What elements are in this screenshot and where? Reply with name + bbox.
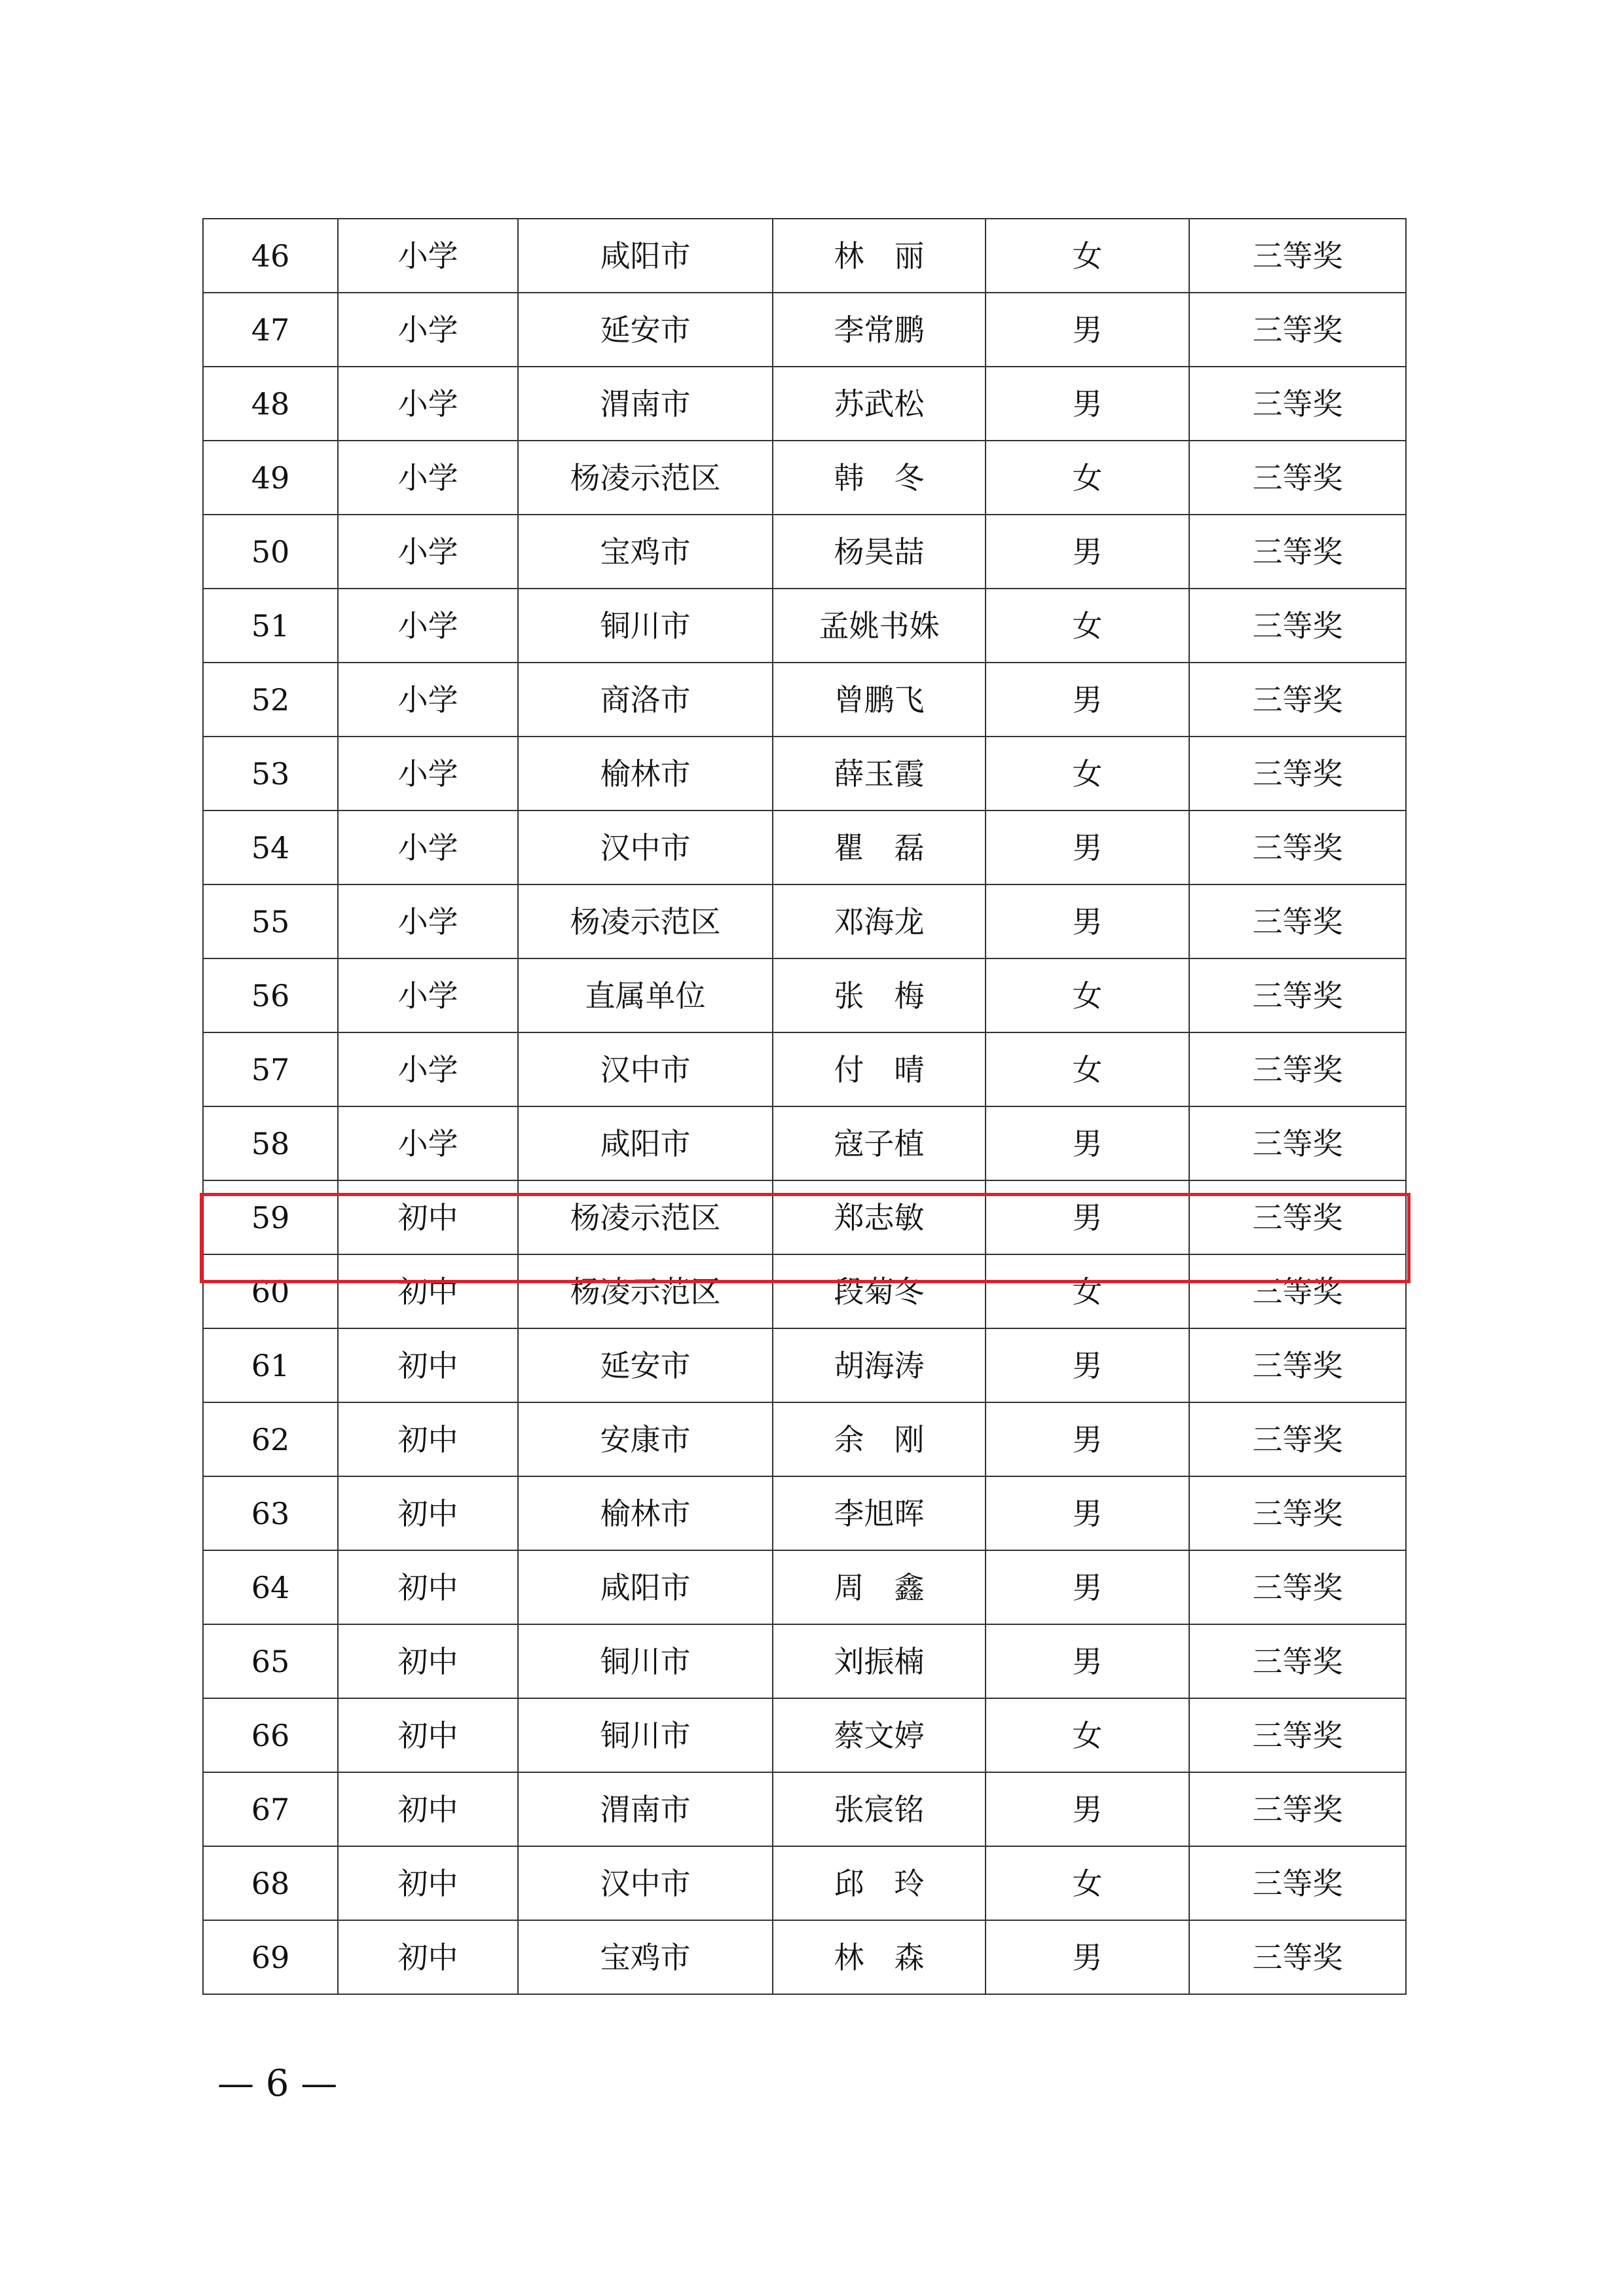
- cell-name: 付 晴: [773, 1032, 986, 1106]
- cell-number: 52: [203, 663, 338, 737]
- cell-level: 初中: [338, 1254, 518, 1328]
- cell-region: 汉中市: [518, 811, 773, 884]
- cell-level: 初中: [338, 1402, 518, 1476]
- cell-level: 初中: [338, 1180, 518, 1254]
- cell-gender: 男: [986, 293, 1189, 367]
- cell-region: 铜川市: [518, 589, 773, 663]
- cell-number: 63: [203, 1476, 338, 1550]
- cell-name: 苏武松: [773, 367, 986, 441]
- cell-award: 三等奖: [1189, 663, 1406, 737]
- cell-number: 54: [203, 811, 338, 884]
- cell-level: 小学: [338, 884, 518, 958]
- table-row: [203, 219, 1406, 293]
- cell-name: 蔡文婷: [773, 1698, 986, 1772]
- cell-award: 三等奖: [1189, 441, 1406, 515]
- cell-level: 小学: [338, 1032, 518, 1106]
- cell-number: 69: [203, 1920, 338, 1994]
- cell-award: 三等奖: [1189, 1032, 1406, 1106]
- cell-level: 初中: [338, 1476, 518, 1550]
- cell-region: 宝鸡市: [518, 515, 773, 589]
- cell-award: 三等奖: [1189, 1180, 1406, 1254]
- cell-level: 初中: [338, 1328, 518, 1402]
- cell-level: 初中: [338, 1550, 518, 1624]
- table-row: [203, 1550, 1406, 1624]
- cell-number: 61: [203, 1328, 338, 1402]
- cell-name: 刘振楠: [773, 1624, 986, 1698]
- cell-region: 汉中市: [518, 1846, 773, 1920]
- cell-number: 49: [203, 441, 338, 515]
- cell-award: 三等奖: [1189, 884, 1406, 958]
- table-row: [203, 1254, 1406, 1328]
- table-row: [203, 884, 1406, 958]
- cell-name: 韩 冬: [773, 441, 986, 515]
- cell-gender: 男: [986, 1402, 1189, 1476]
- table-row: [203, 1846, 1406, 1920]
- cell-gender: 男: [986, 1920, 1189, 1994]
- cell-award: 三等奖: [1189, 1624, 1406, 1698]
- cell-award: 三等奖: [1189, 811, 1406, 884]
- table-row: [203, 958, 1406, 1032]
- table-row-highlighted: [203, 1180, 1406, 1254]
- table-body: [203, 219, 1406, 1994]
- cell-region: 咸阳市: [518, 1106, 773, 1180]
- cell-gender: 男: [986, 1772, 1189, 1846]
- cell-region: 商洛市: [518, 663, 773, 737]
- cell-number: 47: [203, 293, 338, 367]
- table-row: [203, 1106, 1406, 1180]
- cell-name: 李旭晖: [773, 1476, 986, 1550]
- cell-award: 三等奖: [1189, 1254, 1406, 1328]
- cell-number: 68: [203, 1846, 338, 1920]
- cell-region: 咸阳市: [518, 1550, 773, 1624]
- cell-gender: 男: [986, 515, 1189, 589]
- cell-gender: 女: [986, 219, 1189, 293]
- table-row: [203, 589, 1406, 663]
- cell-region: 咸阳市: [518, 219, 773, 293]
- cell-gender: 男: [986, 1328, 1189, 1402]
- cell-name: 李常鹏: [773, 293, 986, 367]
- cell-gender: 女: [986, 737, 1189, 811]
- cell-name: 郑志敏: [773, 1180, 986, 1254]
- cell-level: 小学: [338, 441, 518, 515]
- cell-level: 小学: [338, 293, 518, 367]
- cell-gender: 男: [986, 663, 1189, 737]
- cell-name: 瞿 磊: [773, 811, 986, 884]
- cell-level: 小学: [338, 737, 518, 811]
- cell-award: 三等奖: [1189, 737, 1406, 811]
- table-row: [203, 663, 1406, 737]
- cell-name: 曾鹏飞: [773, 663, 986, 737]
- cell-gender: 女: [986, 1254, 1189, 1328]
- cell-number: 66: [203, 1698, 338, 1772]
- cell-name: 邱 玲: [773, 1846, 986, 1920]
- cell-gender: 男: [986, 1476, 1189, 1550]
- table-row: [203, 1772, 1406, 1846]
- table-row: [203, 1920, 1406, 1994]
- cell-number: 60: [203, 1254, 338, 1328]
- cell-gender: 女: [986, 1698, 1189, 1772]
- cell-region: 杨凌示范区: [518, 1254, 773, 1328]
- cell-name: 邓海龙: [773, 884, 986, 958]
- cell-gender: 男: [986, 367, 1189, 441]
- cell-region: 渭南市: [518, 1772, 773, 1846]
- table-row: [203, 1698, 1406, 1772]
- cell-name: 周 鑫: [773, 1550, 986, 1624]
- cell-award: 三等奖: [1189, 958, 1406, 1032]
- cell-award: 三等奖: [1189, 293, 1406, 367]
- cell-gender: 女: [986, 958, 1189, 1032]
- cell-region: 延安市: [518, 293, 773, 367]
- cell-region: 汉中市: [518, 1032, 773, 1106]
- cell-gender: 女: [986, 1846, 1189, 1920]
- cell-level: 初中: [338, 1698, 518, 1772]
- cell-gender: 女: [986, 441, 1189, 515]
- table-row: [203, 811, 1406, 884]
- cell-region: 铜川市: [518, 1698, 773, 1772]
- cell-name: 孟姚书姝: [773, 589, 986, 663]
- table-row: [203, 1402, 1406, 1476]
- cell-number: 64: [203, 1550, 338, 1624]
- cell-gender: 男: [986, 884, 1189, 958]
- cell-number: 55: [203, 884, 338, 958]
- cell-number: 48: [203, 367, 338, 441]
- cell-award: 三等奖: [1189, 1328, 1406, 1402]
- cell-number: 53: [203, 737, 338, 811]
- cell-award: 三等奖: [1189, 1550, 1406, 1624]
- cell-region: 榆林市: [518, 737, 773, 811]
- cell-level: 小学: [338, 219, 518, 293]
- cell-gender: 男: [986, 1624, 1189, 1698]
- cell-award: 三等奖: [1189, 1846, 1406, 1920]
- page-number: — 6 —: [217, 2062, 338, 2105]
- table-row: [203, 737, 1406, 811]
- cell-level: 初中: [338, 1846, 518, 1920]
- cell-region: 杨凌示范区: [518, 441, 773, 515]
- cell-gender: 男: [986, 1550, 1189, 1624]
- cell-region: 宝鸡市: [518, 1920, 773, 1994]
- table-row: [203, 1328, 1406, 1402]
- cell-award: 三等奖: [1189, 1106, 1406, 1180]
- cell-region: 杨凌示范区: [518, 884, 773, 958]
- cell-number: 62: [203, 1402, 338, 1476]
- cell-number: 59: [203, 1180, 338, 1254]
- cell-region: 安康市: [518, 1402, 773, 1476]
- award-table: [202, 218, 1407, 1995]
- cell-award: 三等奖: [1189, 1698, 1406, 1772]
- cell-region: 杨凌示范区: [518, 1180, 773, 1254]
- cell-level: 初中: [338, 1920, 518, 1994]
- cell-name: 胡海涛: [773, 1328, 986, 1402]
- cell-gender: 女: [986, 589, 1189, 663]
- cell-award: 三等奖: [1189, 367, 1406, 441]
- cell-number: 67: [203, 1772, 338, 1846]
- cell-gender: 男: [986, 811, 1189, 884]
- cell-gender: 男: [986, 1106, 1189, 1180]
- table-row: [203, 515, 1406, 589]
- cell-name: 杨昊喆: [773, 515, 986, 589]
- cell-level: 初中: [338, 1624, 518, 1698]
- cell-number: 50: [203, 515, 338, 589]
- cell-name: 张宸铭: [773, 1772, 986, 1846]
- cell-gender: 男: [986, 1180, 1189, 1254]
- cell-region: 延安市: [518, 1328, 773, 1402]
- cell-level: 小学: [338, 515, 518, 589]
- cell-level: 小学: [338, 663, 518, 737]
- table-row: [203, 293, 1406, 367]
- cell-level: 小学: [338, 367, 518, 441]
- cell-number: 57: [203, 1032, 338, 1106]
- table-row: [203, 1476, 1406, 1550]
- cell-region: 铜川市: [518, 1624, 773, 1698]
- cell-name: 林 丽: [773, 219, 986, 293]
- table-row: [203, 367, 1406, 441]
- cell-award: 三等奖: [1189, 589, 1406, 663]
- cell-number: 46: [203, 219, 338, 293]
- cell-region: 直属单位: [518, 958, 773, 1032]
- cell-number: 51: [203, 589, 338, 663]
- cell-name: 寇子植: [773, 1106, 986, 1180]
- cell-award: 三等奖: [1189, 1476, 1406, 1550]
- cell-number: 56: [203, 958, 338, 1032]
- cell-award: 三等奖: [1189, 219, 1406, 293]
- cell-region: 渭南市: [518, 367, 773, 441]
- cell-name: 段菊冬: [773, 1254, 986, 1328]
- cell-award: 三等奖: [1189, 1920, 1406, 1994]
- cell-name: 薛玉霞: [773, 737, 986, 811]
- cell-level: 小学: [338, 589, 518, 663]
- cell-level: 初中: [338, 1772, 518, 1846]
- cell-gender: 女: [986, 1032, 1189, 1106]
- cell-award: 三等奖: [1189, 1772, 1406, 1846]
- cell-region: 榆林市: [518, 1476, 773, 1550]
- cell-award: 三等奖: [1189, 1402, 1406, 1476]
- cell-award: 三等奖: [1189, 515, 1406, 589]
- cell-name: 林 森: [773, 1920, 986, 1994]
- cell-name: 余 刚: [773, 1402, 986, 1476]
- cell-level: 小学: [338, 811, 518, 884]
- cell-number: 58: [203, 1106, 338, 1180]
- cell-name: 张 梅: [773, 958, 986, 1032]
- cell-level: 小学: [338, 958, 518, 1032]
- cell-level: 小学: [338, 1106, 518, 1180]
- table-row: [203, 441, 1406, 515]
- cell-number: 65: [203, 1624, 338, 1698]
- table-row: [203, 1032, 1406, 1106]
- table-row: [203, 1624, 1406, 1698]
